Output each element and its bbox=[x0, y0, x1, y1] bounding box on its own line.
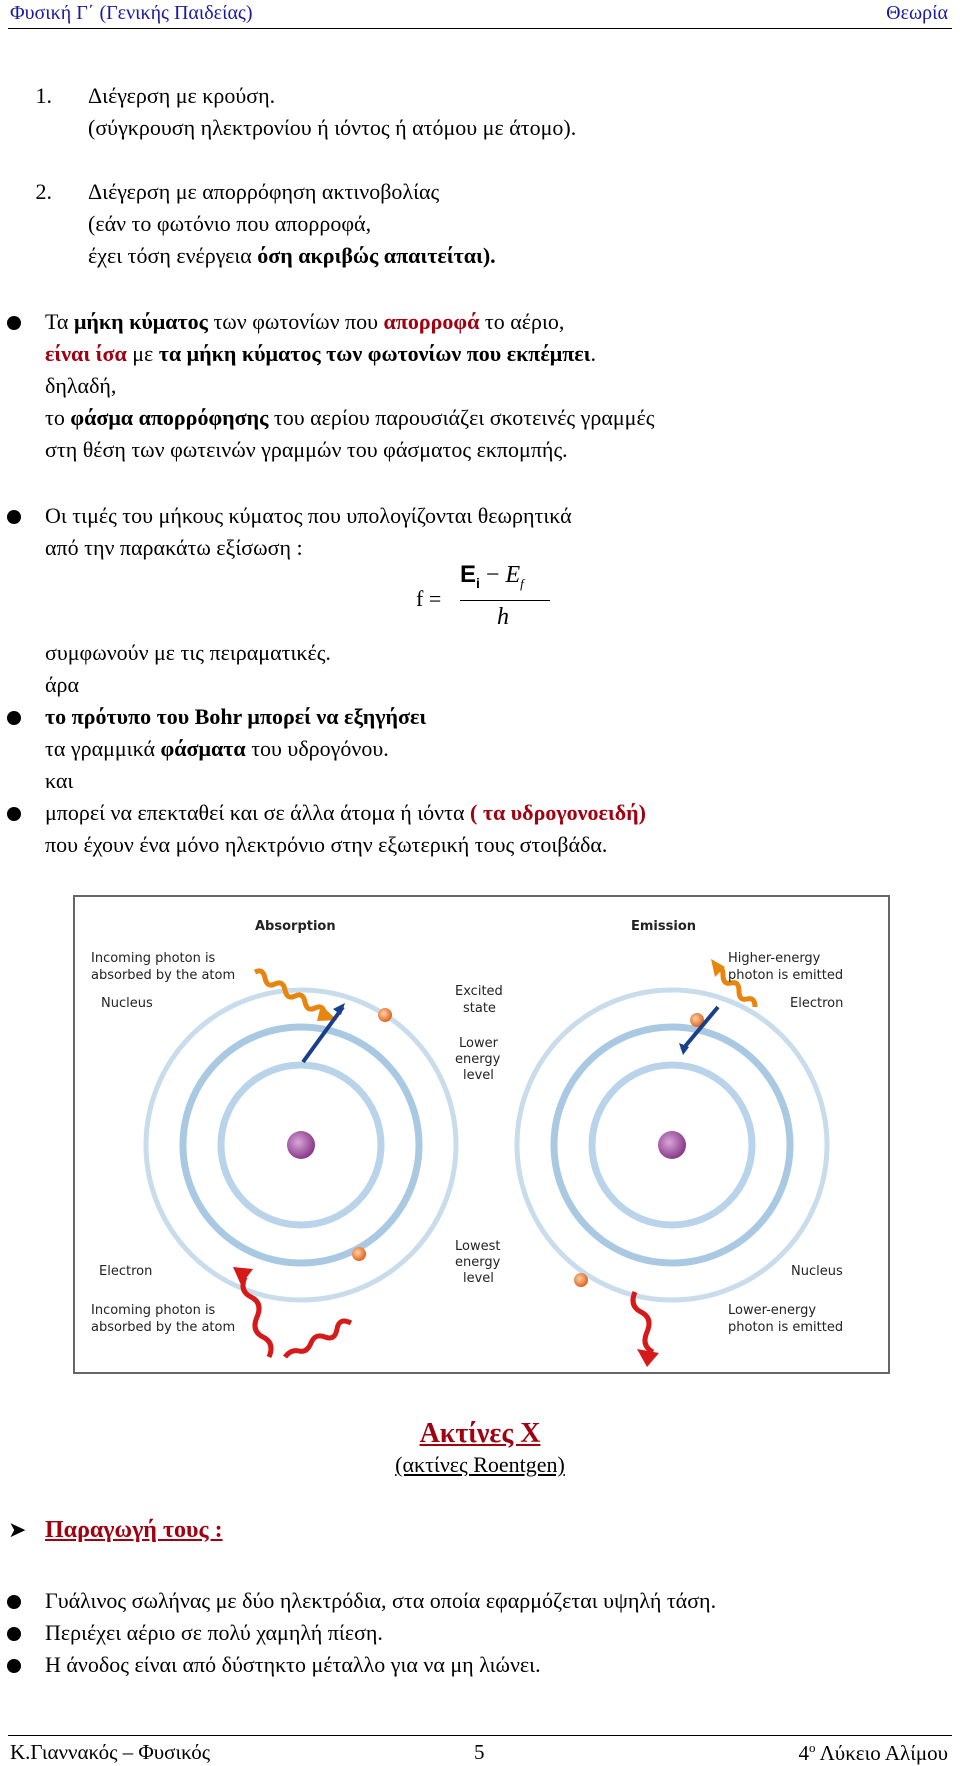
label-higher-1: Higher-energy bbox=[728, 951, 821, 966]
header-left: Φυσική Γ΄ (Γενικής Παιδείας) bbox=[10, 2, 253, 24]
para3-line-2: τα γραμμικά φάσματα του υδρογόνου. bbox=[45, 736, 389, 761]
para2-line-1: Οι τιμές του μήκους κύματος που υπολογίζονται θεωρητικά bbox=[45, 503, 572, 528]
label-excited-2: state bbox=[463, 1001, 496, 1016]
electron-left-ground bbox=[352, 1247, 366, 1261]
arrow-bullet-icon: ➤ bbox=[8, 1517, 27, 1542]
para2-line-4: άρα bbox=[45, 672, 80, 697]
label-nucleus-right: Nucleus bbox=[791, 1264, 843, 1279]
photon-absorbed-bottom bbox=[233, 1267, 351, 1357]
nucleus-right bbox=[658, 1131, 686, 1159]
label-absorption: Absorption bbox=[255, 919, 336, 934]
atom-diagram bbox=[75, 897, 888, 1372]
list-item-2-line-3: έχει τόση ενέργεια όση ακριβώς απαιτείται). bbox=[88, 243, 496, 268]
bullet bbox=[7, 316, 21, 330]
para3-line-1: το πρότυπο του Bohr μπορεί να εξηγήσει bbox=[45, 704, 427, 729]
bullet bbox=[7, 711, 21, 725]
electron-left-excited bbox=[378, 1008, 392, 1022]
list-item-1-line-2: (σύγκρουση ηλεκτρονίου ή ιόντος ή ατόμου με άτομο). bbox=[88, 115, 577, 140]
label-lower-3: level bbox=[463, 1068, 494, 1083]
label-lower-emit-2: photon is emitted bbox=[728, 1320, 844, 1335]
label-incoming-top-2: absorbed by the atom bbox=[91, 968, 236, 983]
nucleus-left bbox=[287, 1131, 315, 1159]
para1-line-1: Τα μήκη κύματος των φωτονίων που απορροφά το αέριο, bbox=[45, 309, 565, 334]
para2-line-2: από την παρακάτω εξίσωση : bbox=[45, 535, 303, 560]
label-lower-emit-1: Lower-energy bbox=[728, 1303, 817, 1318]
bullet bbox=[7, 1595, 21, 1609]
electron-right-bottom bbox=[574, 1273, 588, 1287]
equation-denominator: h bbox=[497, 604, 509, 630]
equation-numerator: $E_i - E_f$ bbox=[460, 561, 524, 591]
bullet bbox=[7, 1659, 21, 1673]
list-item-2-line-2: (εάν το φωτόνιο που απορροφά, bbox=[88, 211, 372, 236]
para1-line-2: είναι ίσα με τα μήκη κύματος των φωτονίων που εκπέμπει. bbox=[45, 341, 597, 366]
photon-emitted-bottom bbox=[633, 1292, 659, 1367]
xray-bullet-1: Γυάλινος σωλήνας με δύο ηλεκτρόδια, στα οποία εφαρμόζεται υψηλή τάση. bbox=[45, 1588, 717, 1613]
xray-bullet-2: Περιέχει αέριο σε πολύ χαμηλή πίεση. bbox=[45, 1620, 383, 1645]
para4-line-1: μπορεί να επεκταθεί και σε άλλα άτομα ή ιόντα ( τα υδρογονοειδή) bbox=[45, 800, 646, 825]
label-electron-left: Electron bbox=[99, 1264, 153, 1279]
header-rule bbox=[8, 28, 952, 29]
xray-section-heading: Παραγωγή τους : bbox=[45, 1517, 223, 1543]
footer-left: Κ.Γιαννακός – Φυσικός bbox=[10, 1740, 211, 1764]
header-right: Θεωρία bbox=[886, 2, 948, 24]
label-incoming-bottom-2: absorbed by the atom bbox=[91, 1320, 236, 1335]
bullet bbox=[7, 807, 21, 821]
para3-line-3: και bbox=[45, 768, 74, 793]
bullet bbox=[7, 510, 21, 524]
label-lowest-3: level bbox=[463, 1271, 494, 1286]
label-emission: Emission bbox=[631, 919, 696, 934]
list-number-2: 2. bbox=[35, 179, 52, 204]
equation-lhs: f = bbox=[416, 586, 442, 611]
footer-page-number: 5 bbox=[474, 1740, 485, 1764]
label-electron-right: Electron bbox=[790, 996, 844, 1011]
label-nucleus-left: Nucleus bbox=[101, 996, 153, 1011]
para1-line-5: στη θέση των φωτεινών γραμμών του φάσματος εκπομπής. bbox=[45, 437, 568, 462]
list-item-2-line-1: Διέγερση με απορρόφηση ακτινοβολίας bbox=[88, 179, 440, 204]
footer-rule bbox=[8, 1735, 952, 1736]
label-higher-2: photon is emitted bbox=[728, 968, 844, 983]
label-lower-1: Lower bbox=[459, 1036, 498, 1051]
label-lower-2: energy bbox=[455, 1052, 501, 1067]
footer-right: $4^o$ Λύκειο Αλίμου bbox=[798, 1740, 948, 1765]
xray-bullet-3: Η άνοδος είναι από δύστηκτο μέταλλο για να μη λιώνει. bbox=[45, 1652, 541, 1677]
para1-line-3: δηλαδή, bbox=[45, 373, 117, 398]
label-excited-1: Excited bbox=[455, 984, 503, 999]
label-lowest-1: Lowest bbox=[455, 1239, 501, 1254]
xray-title: Ακτίνες Χ bbox=[419, 1418, 541, 1449]
para1-line-4: το φάσμα απορρόφησης του αερίου παρουσιάζει σκοτεινές γραμμές bbox=[45, 405, 655, 430]
list-number-1: 1. bbox=[35, 83, 52, 108]
left-atom bbox=[146, 990, 456, 1300]
label-incoming-top-1: Incoming photon is bbox=[91, 951, 216, 966]
equation-fraction-bar bbox=[460, 600, 550, 601]
list-item-1-line-1: Διέγερση με κρούση. bbox=[88, 83, 276, 108]
para4-line-2: που έχουν ένα μόνο ηλεκτρόνιο στην εξωτερική τους στοιβάδα. bbox=[45, 832, 608, 857]
para2-line-3: συμφωνούν με τις πειραματικές. bbox=[45, 640, 331, 665]
label-incoming-bottom-1: Incoming photon is bbox=[91, 1303, 216, 1318]
absorption-emission-figure bbox=[73, 895, 890, 1374]
label-lowest-2: energy bbox=[455, 1255, 501, 1270]
right-atom bbox=[517, 990, 827, 1300]
bullet bbox=[7, 1627, 21, 1641]
xray-subtitle: (ακτίνες Roentgen) bbox=[395, 1452, 565, 1477]
